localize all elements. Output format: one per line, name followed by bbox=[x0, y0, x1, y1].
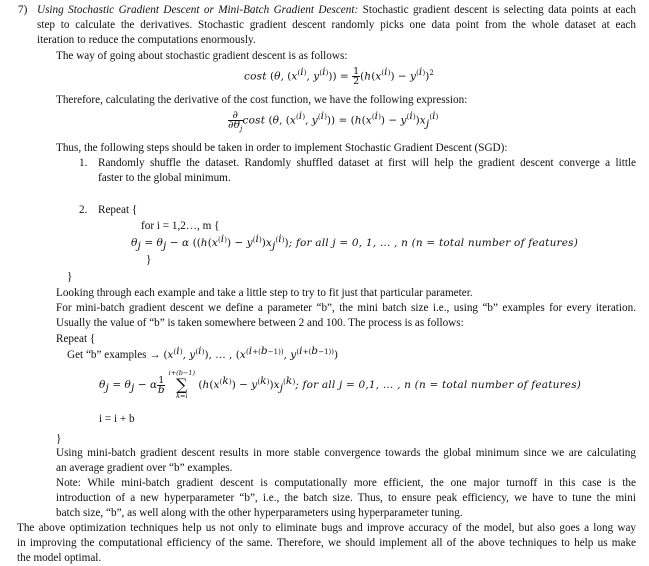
minibatch-update-equation: $\theta_j = \theta_j - \alpha$ $\frac{1}{b}$ i+(b−1) ∑ k=i $(h(x^{(k)}) - y^{(k)})x_j^{(k)}$; for all j = 0,1, … , n (n = total number of features) bbox=[99, 369, 582, 400]
step-text: Randomly shuffle the dataset. Randomly shuffled dataset at first will help the gradient descent converge a little bbox=[98, 157, 636, 169]
step-number: 1. bbox=[79, 157, 88, 169]
inner-close-brace: } bbox=[146, 254, 152, 266]
conclusion-line: the model optimal. bbox=[17, 552, 102, 564]
paragraph-line: iteration to reduce the computations enormously. bbox=[37, 34, 256, 46]
item-title: Using Stochastic Gradient Descent or Mini-Batch Gradient Descent: bbox=[37, 4, 359, 16]
repeat-label: Repeat { bbox=[98, 204, 138, 216]
paragraph-line: step to calculate the derivatives. Stochastic gradient descent randomly picks one data point from the whole dataset at each bbox=[37, 19, 636, 31]
examples-set: ($x^{(i)}$, $y^{(i)}$), … , ($x^{(i+(b-1))}$, $y^{(i+(b-1))}$) bbox=[163, 344, 339, 361]
get-examples-line bbox=[67, 344, 339, 363]
paragraph-line: Therefore, calculating the derivative of the cost function, we have the following expression: bbox=[56, 94, 468, 106]
for-loop-line: for i = 1,2…, m { bbox=[141, 220, 220, 232]
get-examples-label: Get “b” examples → bbox=[67, 349, 161, 361]
note-line: Note: While mini-batch gradient descent is computationally more efficient, the one major turnoff in this case is the bbox=[56, 477, 636, 489]
close-brace: } bbox=[56, 433, 62, 445]
note-line: batch size, “b”, as well along with the other hyperparameters using hyperparameter tuning. bbox=[56, 507, 463, 519]
paragraph-line: Using mini-batch gradient descent results in more stable convergence towards the global minimum since we are calculating bbox=[56, 447, 636, 459]
paragraph-line: Thus, the following steps should be taken in order to implement Stochastic Gradient Descent (SGD): bbox=[56, 142, 508, 154]
step-text: faster to the global minimum. bbox=[98, 172, 231, 184]
outer-close-brace: } bbox=[67, 271, 73, 283]
paragraph-line: Usually the value of “b” is taken somewhere between 2 and 100. The process is as follows: bbox=[56, 317, 464, 329]
conclusion-line: in improving the computational efficiency of the same. Therefore, we should implement all of the above techniques to help us make bbox=[17, 537, 636, 549]
paragraph-line: For mini-batch gradient descent we define a parameter “b”, the mini batch size i.e., using “b” examples for every iteration. bbox=[56, 302, 636, 314]
paragraph-line: The way of going about stochastic gradient descent is as follows: bbox=[56, 50, 348, 62]
paragraph-line: an average gradient over “b” examples. bbox=[56, 462, 233, 474]
step-number: 2. bbox=[79, 204, 88, 216]
repeat-label: Repeat { bbox=[56, 333, 96, 345]
item-number: 7) bbox=[18, 4, 28, 16]
cost-equation: cost (θ, ($x^{(i)}$, $y^{(i)}$)) = $\frac{1}{2}$ $(h(x^{(i)}) - y^{(i)})^2$ bbox=[244, 66, 434, 87]
note-line: introduction of a new hyperparameter “b”, i.e., the batch size. Thus, to ensure peak efficiency, we have to tune the mini bbox=[56, 492, 636, 504]
conclusion-line: The above optimization techniques help us not only to eliminate bugs and improve accuracy of the model, but also goes a long way bbox=[17, 522, 636, 534]
item-first-line-text: Stochastic gradient descent is selecting data points at each bbox=[362, 4, 636, 16]
derivative-equation: $\frac{\partial}{\partial\theta_j}$ cost (θ, ($x^{(i)}$, $y^{(i)})) = (h(x^{(i)}) - y^{(i)})x_j^{(i)}$ bbox=[228, 109, 439, 134]
paragraph-line: Looking through each example and take a little step to try to fit just that particular parameter. bbox=[56, 287, 473, 299]
increment-line: i = i + b bbox=[99, 413, 135, 425]
item-first-line bbox=[37, 3, 636, 18]
sgd-update-equation: $\theta_j = \theta_j - \alpha$ $((h(x^{(i)}) - y^{(i)})x_j^{(i)})$; for all j = 0, 1, … , n (n = total number of features) bbox=[131, 232, 579, 253]
